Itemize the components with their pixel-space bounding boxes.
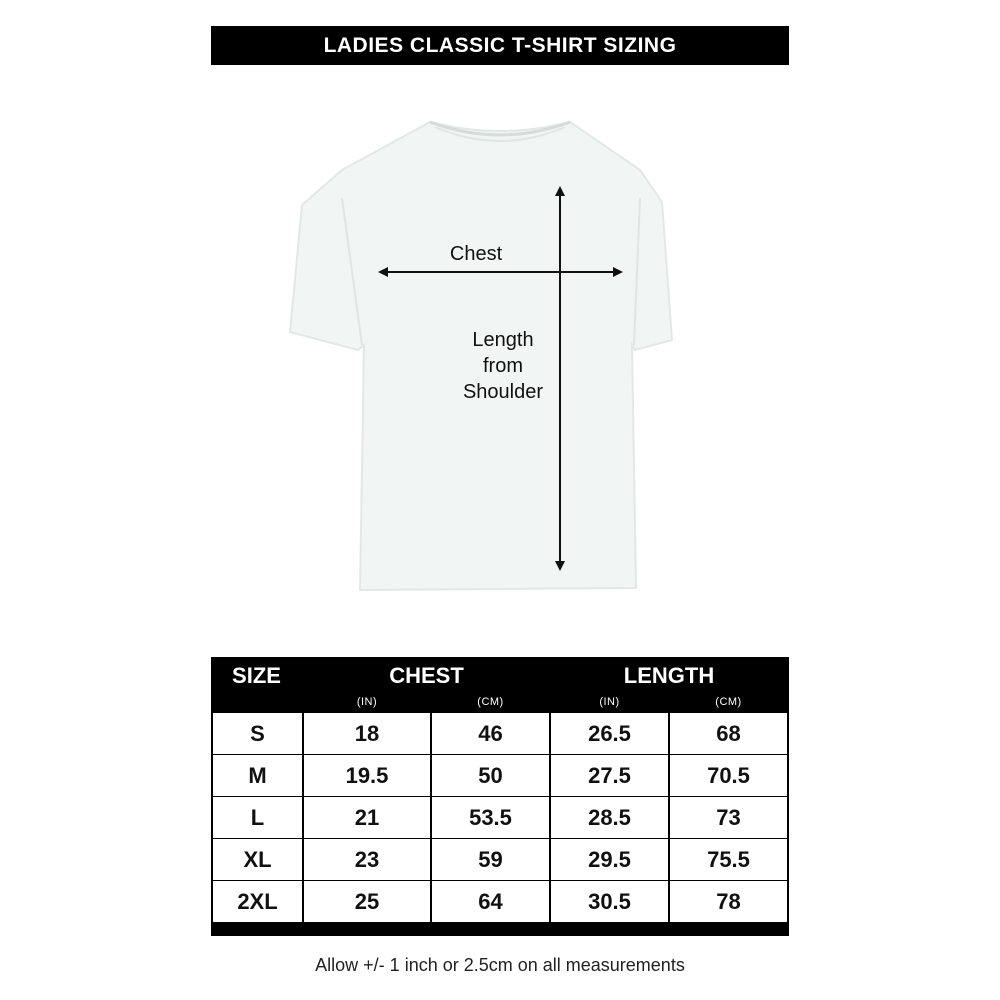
chest-in-cell: 23	[304, 839, 430, 880]
length-label	[448, 327, 558, 405]
header-size: SIZE	[232, 663, 281, 688]
subheader-chest-in: (IN)	[356, 696, 378, 708]
length-label-line: Shoulder	[462, 381, 544, 403]
table-header	[211, 657, 789, 713]
header-chest: CHEST	[389, 663, 464, 688]
chest-cm-cell: 50	[432, 755, 549, 796]
chest-cm-cell: 53.5	[432, 797, 549, 838]
length-label-line: Length	[472, 329, 534, 351]
table-row	[213, 755, 787, 796]
chest-in-cell: 19.5	[304, 755, 430, 796]
subheader-length-in: (IN)	[599, 696, 620, 708]
chest-cm-cell: 59	[432, 839, 549, 880]
table-row	[213, 881, 787, 922]
length-cm-cell: 78	[670, 881, 787, 922]
size-cell: XL	[213, 839, 302, 880]
length-cm-cell: 68	[670, 713, 787, 754]
length-cm-cell: 70.5	[670, 755, 787, 796]
size-table	[211, 657, 789, 936]
chest-label: Chest	[449, 243, 503, 265]
length-label-line: from	[483, 355, 523, 377]
table-row	[213, 713, 787, 754]
length-cm-cell: 75.5	[670, 839, 787, 880]
size-cell: M	[213, 755, 302, 796]
chest-in-cell: 25	[304, 881, 430, 922]
table-row	[213, 797, 787, 838]
length-in-cell: 30.5	[551, 881, 668, 922]
chest-in-cell: 18	[304, 713, 430, 754]
length-in-cell: 29.5	[551, 839, 668, 880]
size-cell: L	[213, 797, 302, 838]
subheader-chest-cm: (CM)	[477, 696, 504, 708]
header-length: LENGTH	[623, 663, 715, 688]
subheader-length-cm: (CM)	[715, 696, 742, 708]
chest-in-cell: 21	[304, 797, 430, 838]
size-cell: 2XL	[213, 881, 302, 922]
size-cell: S	[213, 713, 302, 754]
length-in-cell: 27.5	[551, 755, 668, 796]
chest-cm-cell: 46	[432, 713, 549, 754]
chest-cm-cell: 64	[432, 881, 549, 922]
length-cm-cell: 73	[670, 797, 787, 838]
measurement-note: Allow +/- 1 inch or 2.5cm on all measurements	[315, 955, 685, 975]
length-in-cell: 26.5	[551, 713, 668, 754]
length-in-cell: 28.5	[551, 797, 668, 838]
page-title: LADIES CLASSIC T-SHIRT SIZING	[211, 26, 789, 65]
table-row	[213, 839, 787, 880]
table-body	[213, 713, 787, 924]
